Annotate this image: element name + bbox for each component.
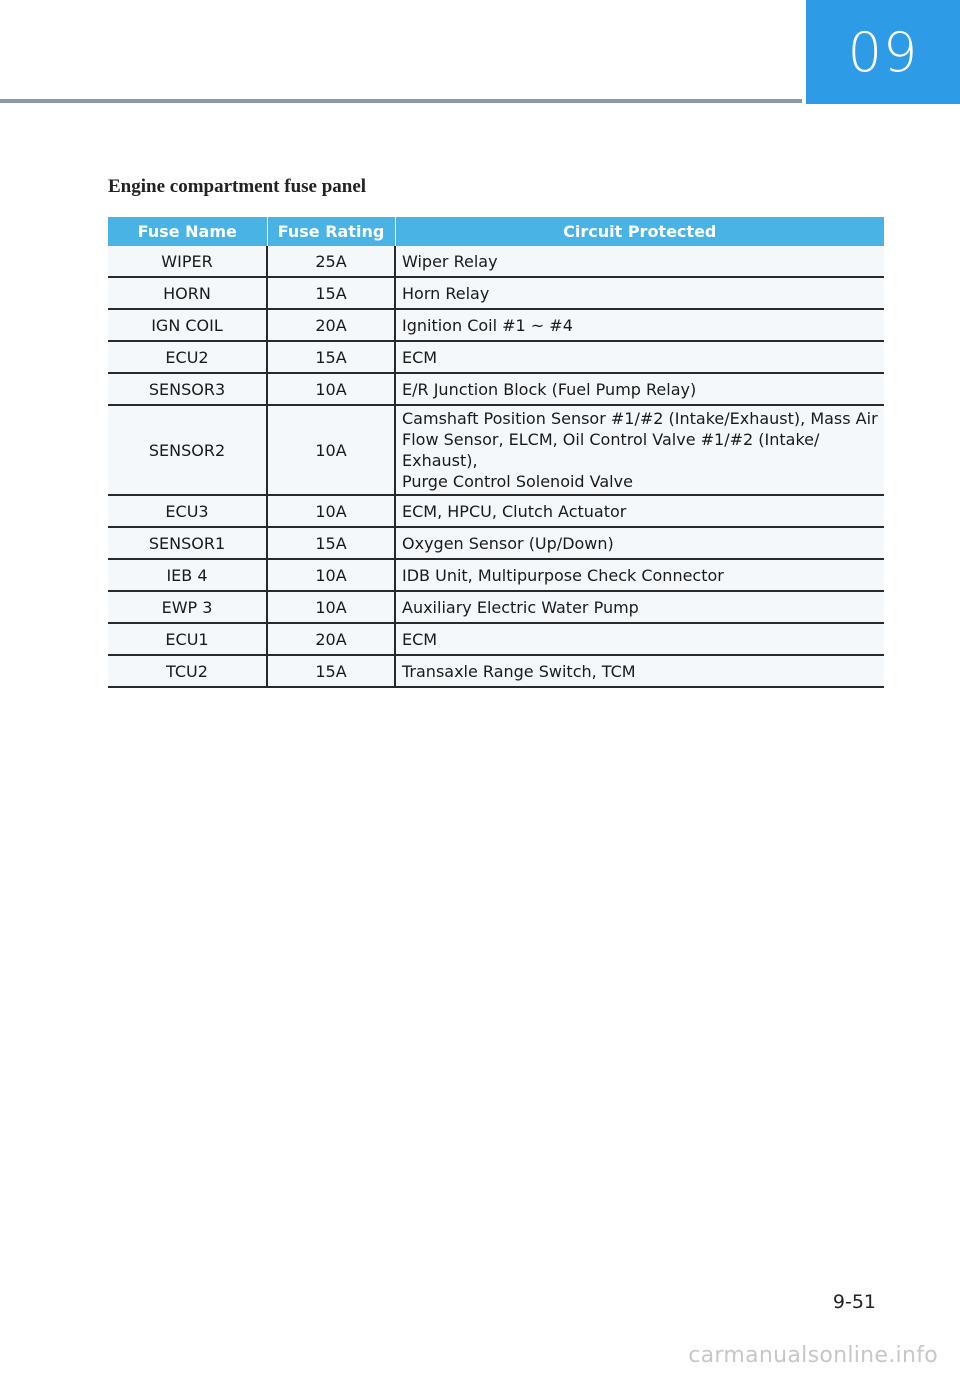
fuse-rating-cell: 10A (267, 591, 395, 623)
header-circuit-protected: Circuit Protected (395, 217, 884, 246)
table-row (108, 246, 884, 277)
circuit-protected-cell: Wiper Relay (395, 246, 884, 277)
header-fuse-rating: Fuse Rating (267, 217, 395, 246)
circuit-protected-cell: E/R Junction Block (Fuel Pump Relay) (395, 373, 884, 405)
table-row (108, 495, 884, 527)
header-fuse-name: Fuse Name (108, 217, 267, 246)
fuse-name-cell: ECU2 (108, 341, 267, 373)
fuse-rating-cell: 20A (267, 623, 395, 655)
watermark: carmanualsonline.info (688, 1343, 938, 1368)
circuit-protected-cell: Transaxle Range Switch, TCM (395, 655, 884, 687)
table-row (108, 527, 884, 559)
fuse-rating-cell: 25A (267, 246, 395, 277)
circuit-protected-cell: Horn Relay (395, 277, 884, 309)
circuit-protected-cell: ECM (395, 341, 884, 373)
fuse-name-cell: WIPER (108, 246, 267, 277)
table-row (108, 277, 884, 309)
fuse-name-cell: EWP 3 (108, 591, 267, 623)
fuse-rating-cell: 15A (267, 277, 395, 309)
fuse-name-cell: ECU1 (108, 623, 267, 655)
table-row (108, 559, 884, 591)
fuse-name-cell: SENSOR1 (108, 527, 267, 559)
fuse-name-cell: SENSOR2 (108, 405, 267, 495)
page-number: 9-51 (832, 1291, 876, 1313)
circuit-protected-cell: Auxiliary Electric Water Pump (395, 591, 884, 623)
circuit-protected-cell: Oxygen Sensor (Up/Down) (395, 527, 884, 559)
table-row (108, 373, 884, 405)
chapter-tab (806, 0, 960, 104)
fuse-rating-cell: 15A (267, 527, 395, 559)
fuse-rating-cell: 10A (267, 373, 395, 405)
fuse-rating-cell: 20A (267, 309, 395, 341)
fuse-rating-cell: 15A (267, 655, 395, 687)
fuse-name-cell: TCU2 (108, 655, 267, 687)
fuse-rating-cell: 10A (267, 405, 395, 495)
circuit-protected-cell: Camshaft Position Sensor #1/#2 (Intake/Exhaust), Mass Air Flow Sensor, ELCM, Oil Control Valve #1/#2 (Intake/ Exhaust), Purge Control Solenoid Valve (395, 405, 884, 495)
table-row (108, 405, 884, 495)
chapter-number: 09 (847, 20, 919, 84)
fuse-table (108, 217, 884, 688)
table-header-row (108, 217, 884, 246)
circuit-protected-cell: ECM, HPCU, Clutch Actuator (395, 495, 884, 527)
fuse-name-cell: HORN (108, 277, 267, 309)
fuse-rating-cell: 15A (267, 341, 395, 373)
table-row (108, 655, 884, 687)
table-row (108, 341, 884, 373)
circuit-protected-cell: IDB Unit, Multipurpose Check Connector (395, 559, 884, 591)
table-row (108, 623, 884, 655)
section-title: Engine compartment fuse panel (108, 176, 367, 197)
fuse-rating-cell: 10A (267, 559, 395, 591)
fuse-name-cell: SENSOR3 (108, 373, 267, 405)
fuse-name-cell: ECU3 (108, 495, 267, 527)
fuse-table-body (108, 246, 884, 687)
fuse-rating-cell: 10A (267, 495, 395, 527)
fuse-name-cell: IEB 4 (108, 559, 267, 591)
table-row (108, 591, 884, 623)
header-rule (0, 99, 802, 103)
circuit-protected-cell: ECM (395, 623, 884, 655)
fuse-name-cell: IGN COIL (108, 309, 267, 341)
table-row (108, 309, 884, 341)
circuit-protected-cell: Ignition Coil #1 ~ #4 (395, 309, 884, 341)
